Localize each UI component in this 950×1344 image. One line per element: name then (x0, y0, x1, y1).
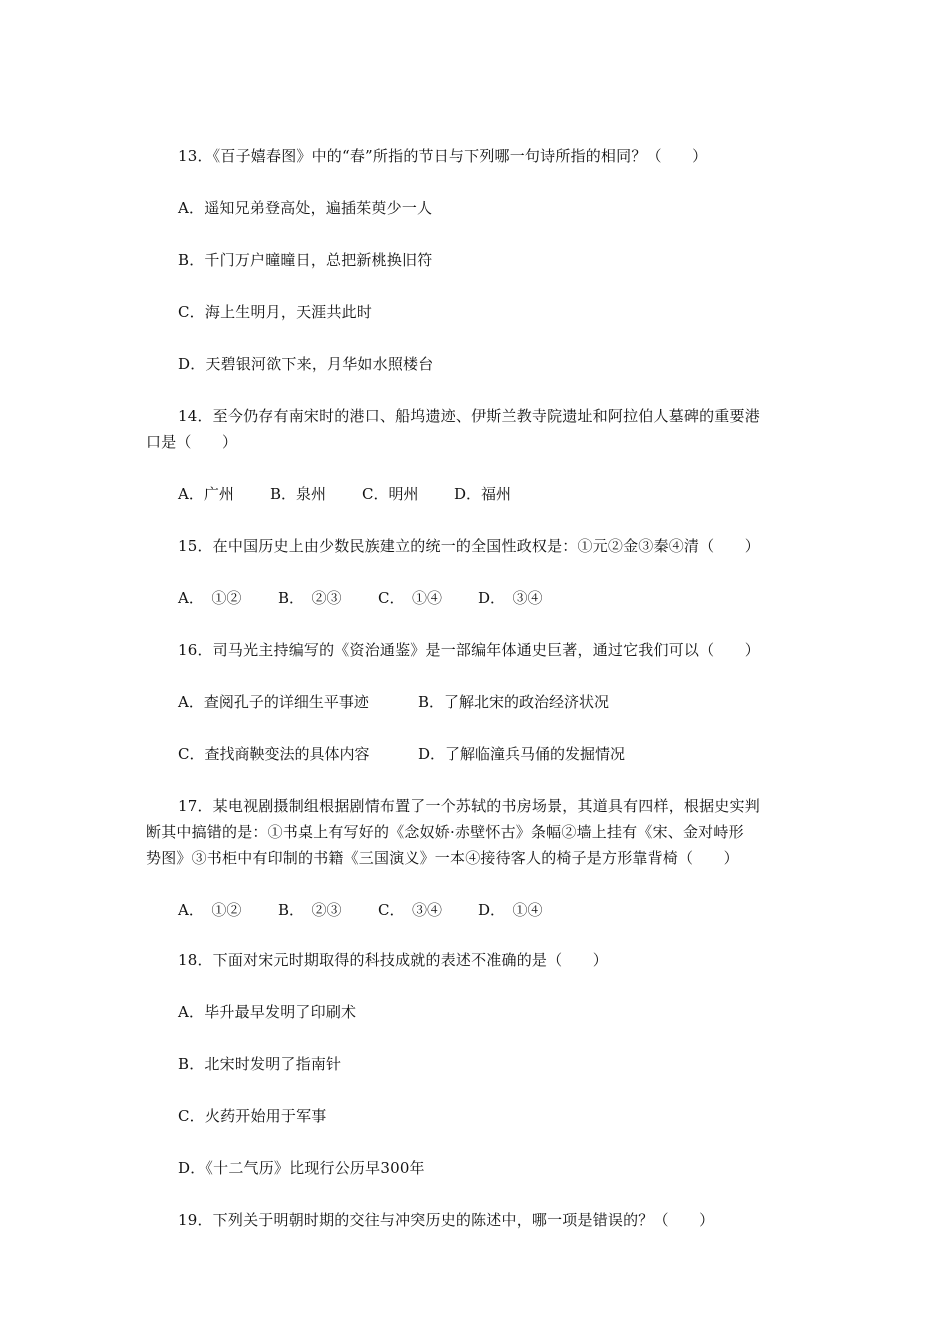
question-15-option-a: A． ①② (178, 589, 242, 607)
question-17-option-c: C． ③④ (378, 901, 442, 919)
question-13-stem: 13．《百子嬉春图》中的“春”所指的节日与下列哪一句诗所指的相同？（ ） (178, 147, 708, 165)
question-17-option-d: D． ①④ (478, 901, 543, 919)
question-14-option-a: A．广州 (178, 485, 234, 503)
question-17-stem-line-2: 断其中搞错的是：①书桌上有写好的《念奴娇·赤壁怀古》条幅②墙上挂有《宋、金对峙形 (146, 823, 744, 841)
question-15-option-d: D． ③④ (478, 589, 543, 607)
question-14-stem-line-2: 口是（ ） (146, 433, 238, 451)
question-16-option-d: D．了解临潼兵马俑的发掘情况 (418, 745, 626, 763)
question-16-stem: 16．司马光主持编写的《资治通鉴》是一部编年体通史巨著，通过它我们可以（ ） (178, 641, 760, 659)
question-14-option-d: D．福州 (454, 485, 512, 503)
question-17-stem-line-3: 势图》③书柜中有印制的书籍《三国演义》一本④接待客人的椅子是方形靠背椅（ ） (146, 849, 739, 867)
question-17-option-b: B． ②③ (278, 901, 342, 919)
question-18-option-a: A．毕升最早发明了印刷术 (178, 1003, 357, 1021)
question-18-option-c: C．火药开始用于军事 (178, 1107, 327, 1125)
question-13-option-c: C．海上生明月，天涯共此时 (178, 303, 373, 321)
question-17-option-a: A． ①② (178, 901, 242, 919)
question-15-option-b: B． ②③ (278, 589, 342, 607)
question-19-stem: 19．下列关于明朝时期的交往与冲突历史的陈述中，哪一项是错误的？（ ） (178, 1211, 715, 1229)
question-18-option-b: B．北宋时发明了指南针 (178, 1055, 342, 1073)
question-15-option-c: C． ①④ (378, 589, 442, 607)
question-18-stem: 18．下面对宋元时期取得的科技成就的表述不准确的是（ ） (178, 951, 608, 969)
question-14-option-b: B．泉州 (270, 485, 327, 503)
question-16-option-c: C．查找商鞅变法的具体内容 (178, 745, 370, 763)
question-13-option-b: B．千门万户曈曈日，总把新桃换旧符 (178, 251, 433, 269)
question-13-option-a: A．遥知兄弟登高处，遍插茱萸少一人 (178, 199, 433, 217)
question-18-option-d: D．《十二气历》比现行公历早300年 (178, 1159, 425, 1177)
question-14-option-c: C．明州 (362, 485, 419, 503)
question-14-stem-line-1: 14．至今仍存有南宋时的港口、船坞遗迹、伊斯兰教寺院遗址和阿拉伯人墓碑的重要港 (178, 407, 760, 425)
question-17-stem-line-1: 17．某电视剧摄制组根据剧情布置了一个苏轼的书房场景，其道具有四样，根据史实判 (178, 797, 760, 815)
question-16-option-b: B．了解北宋的政治经济状况 (418, 693, 610, 711)
question-16-option-a: A．查阅孔子的详细生平事迹 (178, 693, 369, 711)
question-13-option-d: D．天碧银河欲下来，月华如水照楼台 (178, 355, 434, 373)
question-15-stem: 15．在中国历史上由少数民族建立的统一的全国性政权是：①元②金③秦④清（ ） (178, 537, 760, 555)
